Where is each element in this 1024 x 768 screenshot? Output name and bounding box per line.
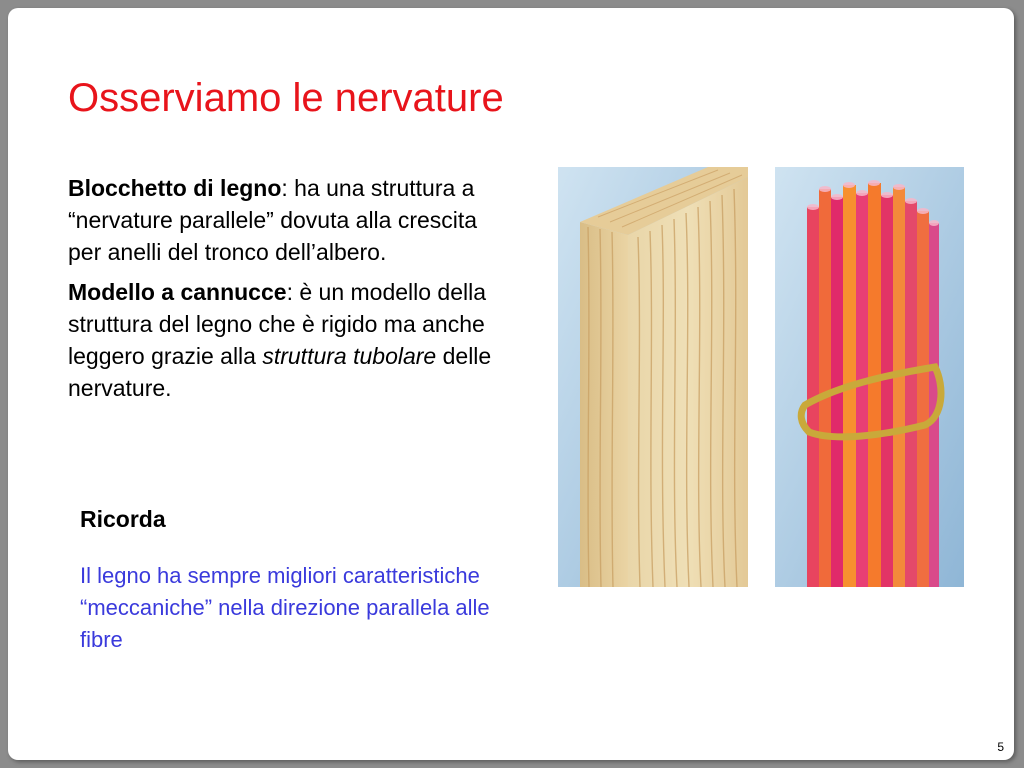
text-straw-model-before: : è un modello della struttura del legno che è rigido ma anche leggero grazie alla xyxy=(68,279,487,369)
straw-bundle-image xyxy=(775,167,964,587)
paragraph-straw-model xyxy=(68,276,508,404)
wood-block-image xyxy=(558,167,748,587)
text-wood-block: : ha una struttura a “nervature parallele” dovuta alla crescita per anelli del tronco dell’albero. xyxy=(68,175,478,265)
term-straw-model: Modello a cannucce xyxy=(68,279,287,305)
text-straw-model-after: delle nervature. xyxy=(68,343,492,401)
body-text xyxy=(68,172,508,412)
slide-title: Osserviamo le nervature xyxy=(68,76,504,120)
slide xyxy=(8,8,1014,760)
paragraph-wood-block xyxy=(68,172,508,268)
text-straw-model-italic: struttura tubolare xyxy=(262,343,437,369)
term-wood-block: Blocchetto di legno xyxy=(68,175,282,201)
remember-heading: Ricorda xyxy=(80,506,166,532)
page-number: 5 xyxy=(997,740,1004,754)
remember-text: Il legno ha sempre migliori caratteristiche “meccaniche” nella direzione parallela alle fibre xyxy=(80,563,490,652)
